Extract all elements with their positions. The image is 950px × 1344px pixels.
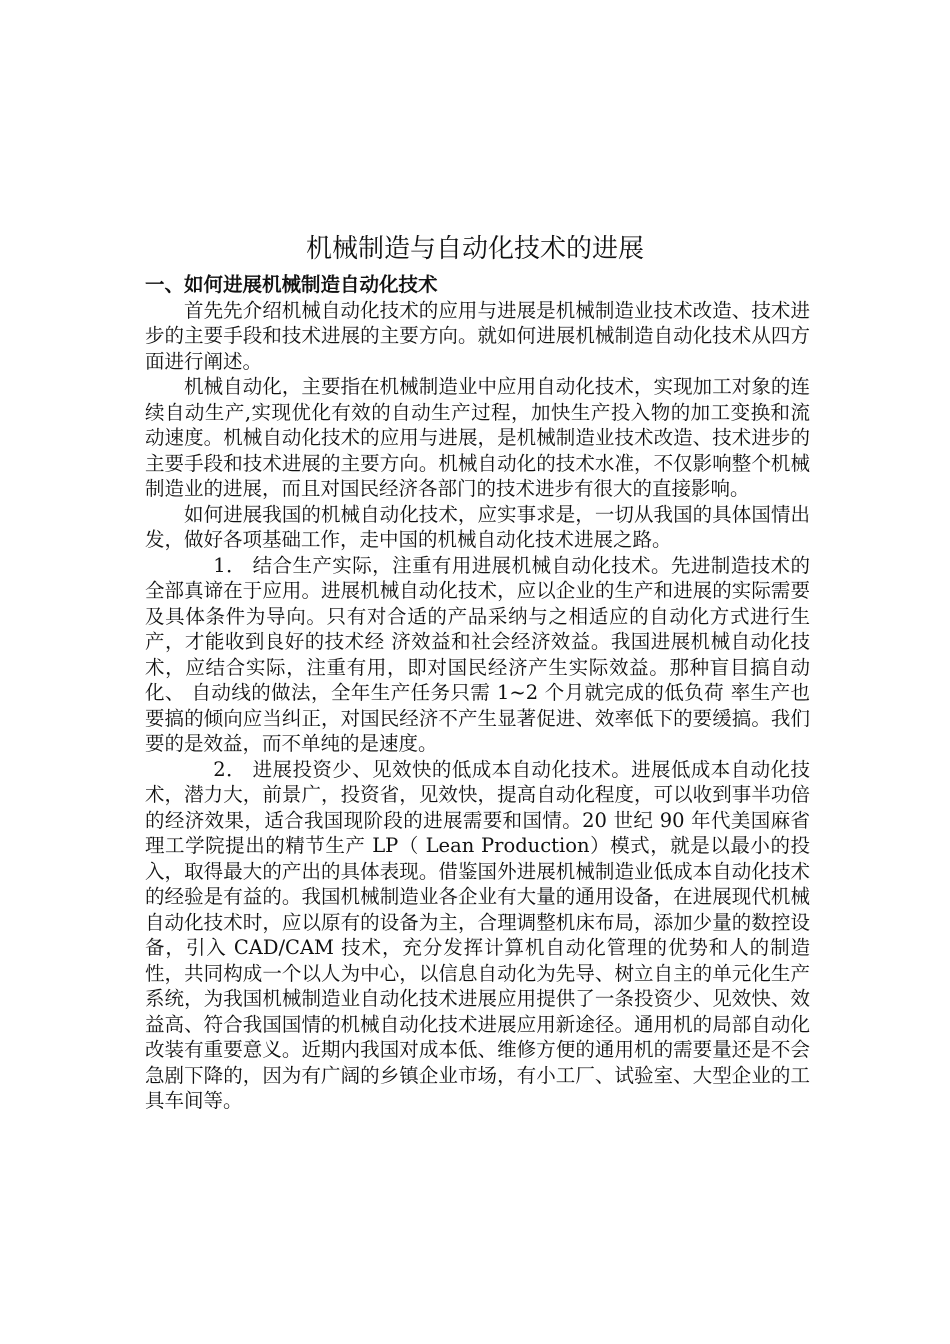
document-title: 机械制造与自动化技术的进展 — [305, 234, 644, 264]
list-item-1: 1． 结合生产实际，注重有用进展机械自动化技术。先进制造技术的全部真谛在于应用。进展机械自动化技术，应以企业的生产和进展的实际需要及具体条件为导向。只有对合适的产品采纳与之相适应的自动化方式进行生产，才能收到良好的技术经 济效益和社会经济效益。我国进展机械自动化技术，应结合实际，注重有用，即对国民经济产生实际效益。那种盲目搞自动化、 自动线的做法，全年生产任务只需 1~2 个月就完成的低负荷 率生产也要搞的倾向应当纠正，对国民经济不产生显著促进、效率低下的要缓搞。我们要的是效益，而不单纯的是速度。 — [145, 553, 810, 755]
paragraph-definition: 机械自动化，主要指在机械制造业中应用自动化技术，实现加工对象的连续自动生产,实现优化有效的自动生产过程，加快生产投入物的加工变换和流动速度。机械自动化技术的应用与进展，是机械制造业技术改造、技术进步的主要手段和技术进展的主要方向。机械自动化的技术水准，不仅影响整个机械制造业的进展，而且对国民经济各部门的技术进步有很大的直接影响。 — [145, 375, 810, 500]
list-item-2: 2． 进展投资少、见效快的低成本自动化技术。进展低成本自动化技术，潜力大，前景广，投资省，见效快，提高自动化程度，可以收到事半功倍的经济效果，适合我国现阶段的进展需要和国情。20 世纪 90 年代美国麻省理工学院提出的精节生产 LP（ Lean Production）模式，就是以最小的投入，取得最大的产出的具体表现。借鉴国外进展机械制造业低成本自动化技术的经验是有益的。我国机械制造业各企业有大量的通用设备，在进展现代机械自动化技术时，应以原有的设备为主，合理调整机床布局，添加少量的数控设备，引入 CAD/CAM 技术，充分发挥计算机自动化管理的优势和人的制造性，共同构成一个以人为中心，以信息自动化为先导、树立自主的单元化生产系统，为我国机械制造业自动化技术进展应用提供了一条投资少、见效快、效益高、符合我国国情的机械自动化技术进展应用新途径。通用机的局部自动化改装有重要意义。近期内我国对成本低、维修方便的通用机的需要量还是不会急剧下降的，因为有广阔的乡镇企业市场，有小工厂、试验室、大型企业的工具车间等。 — [145, 757, 810, 1112]
paragraph-intro: 首先先介绍机械自动化技术的应用与进展是机械制造业技术改造、技术进步的主要手段和技术进展的主要方向。就如何进展机械制造自动化技术从四方面进行阐述。 — [145, 298, 810, 373]
document-body — [145, 272, 810, 1114]
paragraph-approach: 如何进展我国的机械自动化技术，应实事求是，一切从我国的具体国情出发，做好各项基础工作，走中国的机械自动化技术进展之路。 — [145, 502, 810, 551]
section-heading: 一、如何进展机械制造自动化技术 — [145, 273, 438, 296]
